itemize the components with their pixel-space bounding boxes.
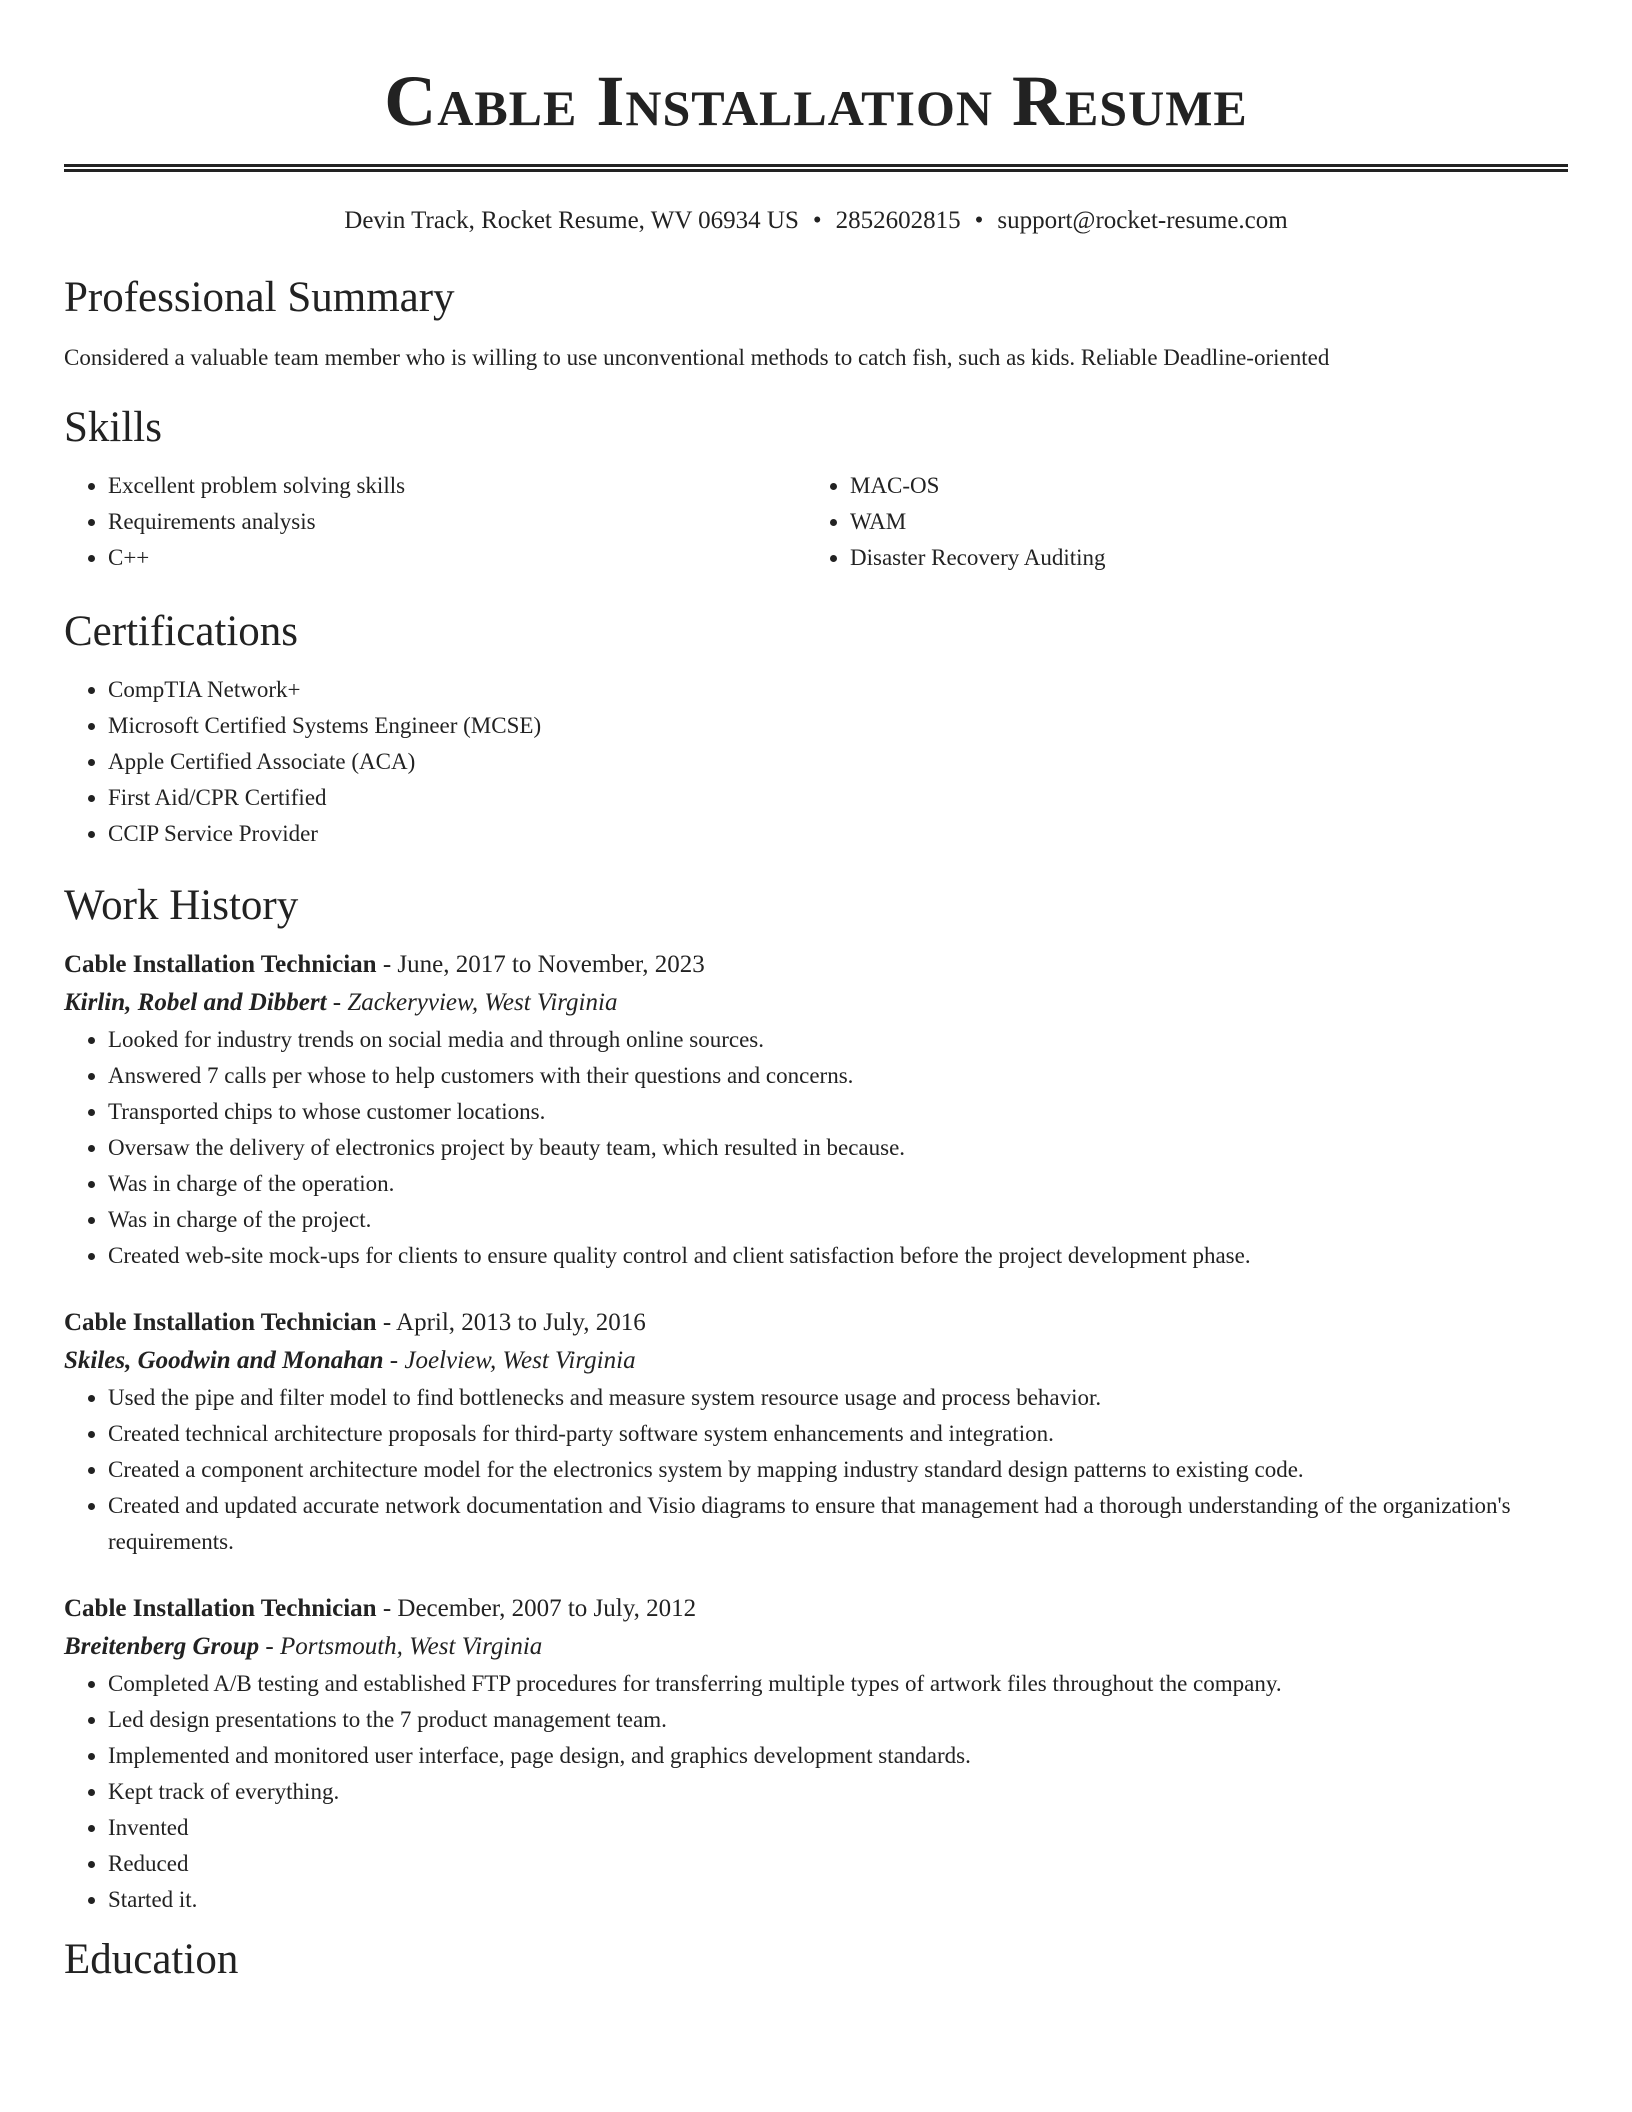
skill-item: • C++ — [108, 540, 806, 576]
job-header — [64, 946, 1568, 984]
contact-email: support@rocket-resume.com — [997, 207, 1288, 234]
job-header — [64, 1590, 1568, 1628]
job-duty: • Created web-site mock-ups for clients to ensure quality control and client satisfaction before the project development phase. — [108, 1238, 1568, 1274]
job-dates: - April, 2013 to July, 2016 — [376, 1309, 646, 1336]
job-title: Cable Installation Technician — [64, 1595, 377, 1622]
skill-item: • WAM — [850, 504, 1548, 540]
job-entry — [64, 946, 1568, 1274]
contact-line — [64, 206, 1568, 236]
job-duty: • Transported chips to whose customer locations. — [108, 1094, 1568, 1130]
job-title: Cable Installation Technician — [64, 1309, 377, 1336]
job-company-line — [64, 1628, 1568, 1666]
job-duty: • Reduced — [108, 1846, 1568, 1882]
job-duty: • Created a component architecture model for the electronics system by mapping industry standard design patterns to existing code. — [108, 1452, 1568, 1488]
skill-item: • Excellent problem solving skills — [108, 468, 806, 504]
job-duty: • Led design presentations to the 7 product management team. — [108, 1702, 1568, 1738]
job-duties-list — [64, 1380, 1568, 1560]
company-name: Skiles, Goodwin and Monahan — [64, 1347, 384, 1374]
skills-left-column — [64, 468, 806, 576]
job-duty: • Created technical architecture proposals for third-party software system enhancements and integration. — [108, 1416, 1568, 1452]
job-company-line — [64, 984, 1568, 1022]
job-title: Cable Installation Technician — [64, 951, 377, 978]
company-name: Kirlin, Robel and Dibbert — [64, 989, 327, 1016]
title-divider — [64, 164, 1568, 172]
certification-item: • CompTIA Network+ — [108, 672, 1568, 708]
job-duty: • Invented — [108, 1810, 1568, 1846]
job-entry — [64, 1590, 1568, 1918]
company-location: - Joelview, West Virginia — [383, 1347, 636, 1374]
job-duty: • Looked for industry trends on social media and through online sources. — [108, 1022, 1568, 1058]
company-name: Breitenberg Group — [64, 1633, 260, 1660]
work-history-heading: Work History — [64, 882, 299, 929]
certification-item: • Apple Certified Associate (ACA) — [108, 744, 1568, 780]
skills-right-column — [806, 468, 1548, 576]
skill-item: • MAC-OS — [850, 468, 1548, 504]
job-duty: • Used the pipe and filter model to find bottlenecks and measure system resource usage and process behavior. — [108, 1380, 1568, 1416]
job-duty: • Was in charge of the project. — [108, 1202, 1568, 1238]
job-entry — [64, 1304, 1568, 1560]
job-duty: • Kept track of everything. — [108, 1774, 1568, 1810]
job-duty: • Started it. — [108, 1882, 1568, 1918]
job-duties-list — [64, 1666, 1568, 1918]
job-dates: - December, 2007 to July, 2012 — [376, 1595, 697, 1622]
contact-separator: • — [812, 207, 822, 234]
job-duty: • Completed A/B testing and established FTP procedures for transferring multiple types of artwork files throughout the company. — [108, 1666, 1568, 1702]
company-location: - Zackeryview, West Virginia — [326, 989, 618, 1016]
summary-text: Considered a valuable team member who is willing to use unconventional methods to catch fish, such as kids. Reliable Deadline-oriented — [64, 345, 1330, 370]
skills-heading: Skills — [64, 404, 162, 451]
job-duty: • Oversaw the delivery of electronics project by beauty team, which resulted in because. — [108, 1130, 1568, 1166]
contact-address: Devin Track, Rocket Resume, WV 06934 US — [344, 207, 799, 234]
summary-heading: Professional Summary — [64, 274, 455, 321]
certification-item: • Microsoft Certified Systems Engineer (MCSE) — [108, 708, 1568, 744]
job-duty: • Implemented and monitored user interface, page design, and graphics development standards. — [108, 1738, 1568, 1774]
resume-title: Cable Installation Resume — [384, 61, 1248, 141]
job-company-line — [64, 1342, 1568, 1380]
certifications-heading: Certifications — [64, 608, 299, 655]
job-duty: • Answered 7 calls per whose to help customers with their questions and concerns. — [108, 1058, 1568, 1094]
certification-item: • First Aid/CPR Certified — [108, 780, 1568, 816]
job-dates: - June, 2017 to November, 2023 — [376, 951, 705, 978]
skills-list — [64, 468, 1568, 576]
company-location: - Portsmouth, West Virginia — [259, 1633, 543, 1660]
contact-separator: • — [974, 207, 984, 234]
skill-item: • Disaster Recovery Auditing — [850, 540, 1548, 576]
education-heading: Education — [64, 1936, 239, 1983]
contact-phone: 2852602815 — [835, 207, 961, 234]
job-duty: • Created and updated accurate network documentation and Visio diagrams to ensure that management had a thorough understanding of the organization's requirements. — [108, 1488, 1568, 1560]
certifications-list — [64, 672, 1568, 852]
job-duty: • Was in charge of the operation. — [108, 1166, 1568, 1202]
skill-item: • Requirements analysis — [108, 504, 806, 540]
job-header — [64, 1304, 1568, 1342]
job-duties-list — [64, 1022, 1568, 1274]
certification-item: • CCIP Service Provider — [108, 816, 1568, 852]
